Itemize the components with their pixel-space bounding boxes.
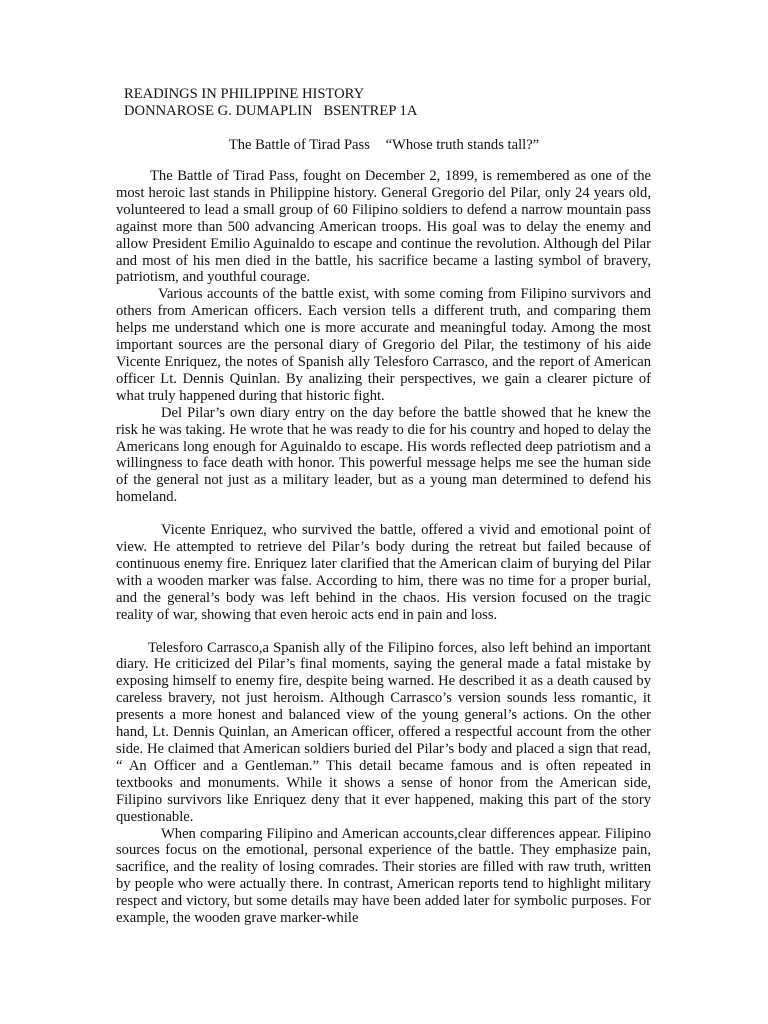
paragraph-2: Various accounts of the battle exist, with some coming from Filipino survivors and others from American officers. Each version tells a different truth, and comparing them helps me understand which one is more accurate and meaningful today. Among the most important sources are the personal diary of Gregorio del Pilar, the testimony of his aide Vicente Enriquez, the notes of Spanish ally Telesforo Carrasco, and the report of American officer Lt. Dennis Quinlan. By analizing their perspectives, we gain a clearer picture of what truly happened during that historic fight.: [116, 286, 651, 404]
paragraph-5: Telesforo Carrasco,a Spanish ally of the Filipino forces, also left behind an important diary. He criticized del Pilar’s final moments, saying the general made a fatal mistake by exposing himself to enemy fire, despite being warned. He described it as a death caused by careless bravery, not just heroism. Although Carrasco’s version sounds less romantic, it presents a more honest and balanced view of the young general’s actions. On the other hand, Lt. Dennis Quinlan, an American officer, offered a respectful account from the other side. He claimed that American soldiers buried del Pilar’s body and placed a sign that read, “ An Officer and a Gentleman.” This detail became famous and is often repeated in textbooks and monuments. While it shows a sense of honor from the American side, Filipino survivors like Enriquez deny that it ever happened, making this part of the story questionable.: [116, 639, 651, 825]
essay-title-subtitle: “Whose truth stands tall?”: [385, 137, 540, 153]
paragraph-6: When comparing Filipino and American accounts,clear differences appear. Filipino sources focus on the emotional, personal experience of the battle. They emphasize pain, sacrifice, and the reality of losing comrades. Their stories are filled with raw truth, written by people who were actually there. In contrast, American reports tend to highlight military respect and victory, but some details may have been added later for symbolic purposes. For example, the wooden grave marker-while: [116, 825, 651, 927]
paragraph-4: Vicente Enriquez, who survived the battle, offered a vivid and emotional point of view. He attempted to retrieve del Pilar’s body during the retreat but failed because of continuous enemy fire. Enriquez later clarified that the American claim of burying del Pilar with a wooden marker was false. According to him, there was no time for a proper burial, and the general’s body was left behind in the chaos. His version focused on the tragic reality of war, showing that even heroic acts end in pain and loss.: [116, 522, 651, 623]
course-title: READINGS IN PHILIPPINE HISTORY: [124, 86, 365, 102]
paragraph-1: The Battle of Tirad Pass, fought on December 2, 1899, is remembered as one of the most heroic last stands in Philippine history. General Gregorio del Pilar, only 24 years old, volunteered to lead a small group of 60 Filipino soldiers to defend a narrow mountain pass against more than 500 advancing American troops. His goal was to delay the enemy and allow President Emilio Aguinaldo to escape and continue the revolution. Although del Pilar and most of his men died in the battle, his sacrifice became a lasting symbol of bravery, patriotism, and youthful courage.: [116, 168, 651, 286]
essay-title: [0, 137, 768, 154]
document-header: [124, 86, 417, 120]
essay-title-main: The Battle of Tirad Pass: [228, 137, 370, 153]
essay-body: [116, 168, 651, 927]
paragraph-3: Del Pilar’s own diary entry on the day before the battle showed that he knew the risk he was taking. He wrote that he was ready to die for his country and hoped to delay the Americans long enough for Aguinaldo to escape. His words reflected deep patriotism and a willingness to face death with honor. This powerful message helps me see the human side of the general not just as a military leader, but as a young man determined to defend his homeland.: [116, 404, 651, 506]
student-info: DONNAROSE G. DUMAPLIN BSENTREP 1A: [124, 103, 418, 119]
